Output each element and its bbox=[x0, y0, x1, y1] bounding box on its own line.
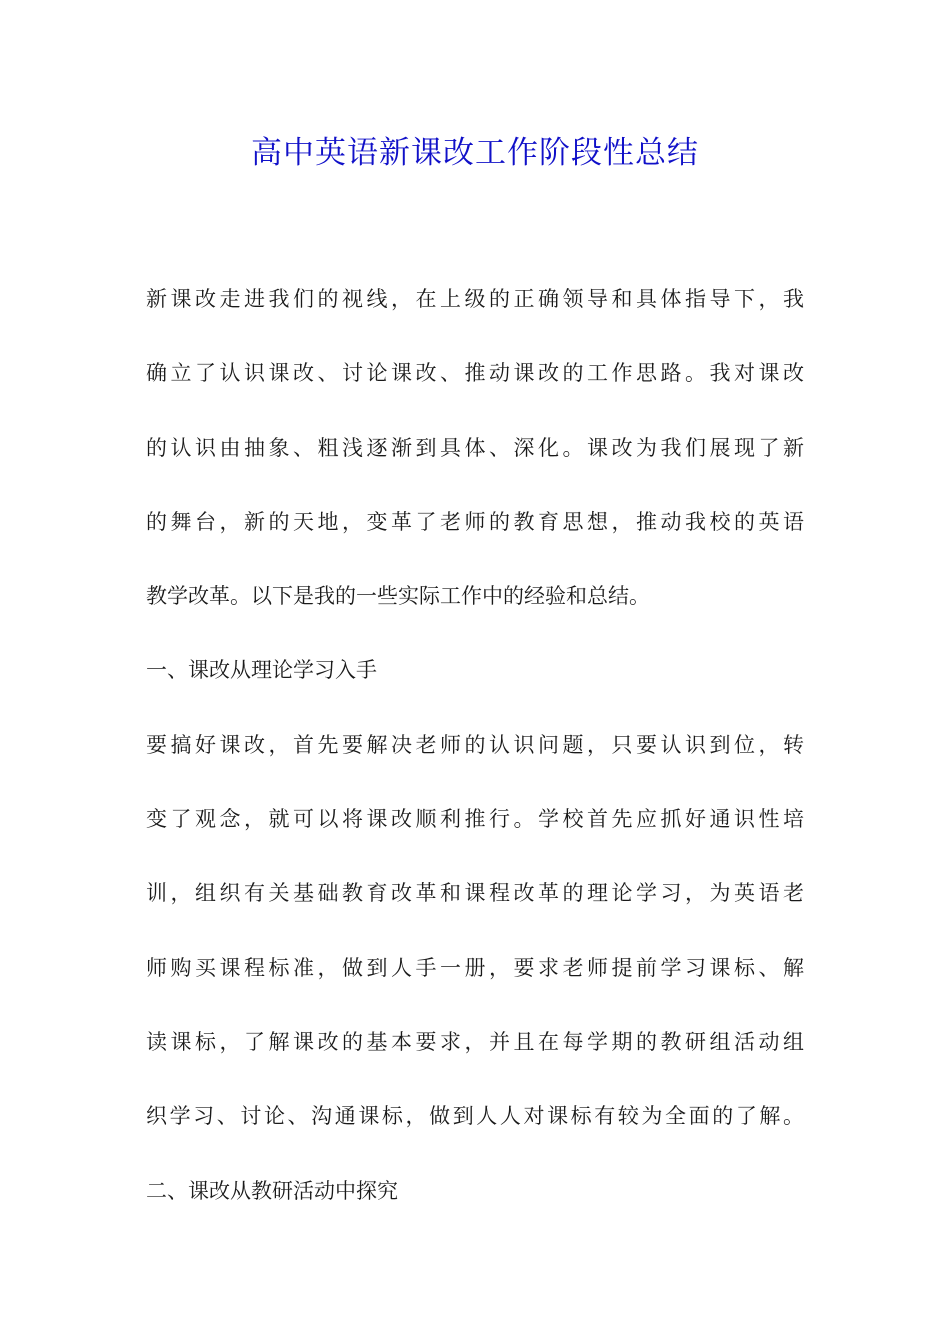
paragraph-line: 的舞台，新的天地，变革了老师的教育思想，推动我校的英语 bbox=[146, 509, 804, 534]
paragraph-line: 变了观念，就可以将课改顺利推行。学校首先应抓好通识性培 bbox=[146, 807, 804, 832]
paragraph-line: 训，组织有关基础教育改革和课程改革的理论学习，为英语老 bbox=[146, 881, 804, 906]
paragraph-line: 织学习、讨论、沟通课标，做到人人对课标有较为全面的了解。 bbox=[146, 1104, 804, 1129]
paragraph-line: 二、课改从教研活动中探究 bbox=[146, 1178, 398, 1203]
document-body bbox=[146, 262, 804, 1228]
paragraph-line: 师购买课程标准，做到人手一册，要求老师提前学习课标、解 bbox=[146, 955, 804, 980]
paragraph-line: 一、课改从理论学习入手 bbox=[146, 658, 377, 683]
document-title: 高中英语新课改工作阶段性总结 bbox=[251, 135, 699, 171]
paragraph-line: 读课标，了解课改的基本要求，并且在每学期的教研组活动组 bbox=[146, 1029, 804, 1054]
paragraph-line: 新课改走进我们的视线，在上级的正确领导和具体指导下，我 bbox=[146, 287, 804, 311]
paragraph-line: 确立了认识课改、讨论课改、推动课改的工作思路。我对课改 bbox=[146, 361, 804, 386]
paragraph-line: 要搞好课改，首先要解决老师的认识问题，只要认识到位，转 bbox=[146, 732, 804, 757]
paragraph-line: 教学改革。以下是我的一些实际工作中的经验和总结。 bbox=[146, 584, 650, 609]
paragraph-line: 的认识由抽象、粗浅逐渐到具体、深化。课改为我们展现了新 bbox=[146, 435, 804, 460]
